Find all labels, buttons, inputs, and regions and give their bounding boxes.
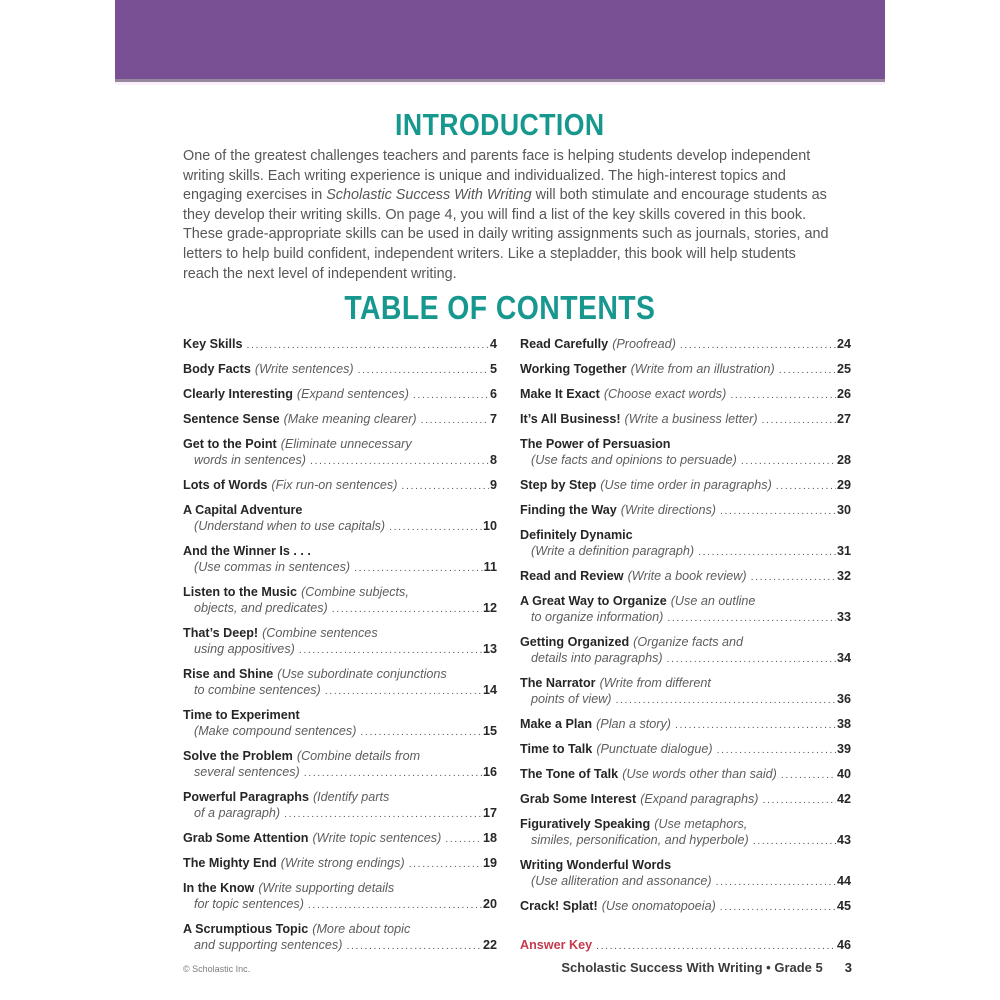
toc-entry-line2 <box>183 600 497 617</box>
toc-entry-line2 <box>520 543 851 560</box>
toc-entry <box>520 527 851 560</box>
toc-entry <box>183 386 497 403</box>
leader-dots <box>730 387 836 403</box>
toc-entry-subtitle-continued: using appositives) <box>194 642 295 656</box>
toc-entry-subtitle: (Use onomatopoeia) <box>601 899 716 913</box>
toc-entry-subtitle-continued: (Use alliteration and assonance) <box>531 874 712 888</box>
toc-entry-line1 <box>183 830 497 847</box>
toc-entry-subtitle-continued: of a paragraph) <box>194 806 281 820</box>
toc-entry <box>183 789 497 822</box>
toc-entry <box>520 568 851 585</box>
toc-page-number: 46 <box>836 938 851 952</box>
toc-entry <box>183 477 497 494</box>
toc-entry-line2 <box>183 518 497 535</box>
leader-dots <box>304 765 482 781</box>
toc-entry <box>183 502 497 535</box>
leader-dots <box>616 692 836 708</box>
toc-entry-line1 <box>520 675 851 691</box>
toc-entry-title: That’s Deep! <box>183 626 259 640</box>
toc-entry-title: And the Winner Is . . . <box>183 544 311 558</box>
leader-dots <box>667 610 836 626</box>
toc-entry-line1 <box>520 386 851 403</box>
toc-entry-line1 <box>520 568 851 585</box>
leader-dots <box>751 569 836 585</box>
toc-entry <box>520 816 851 849</box>
toc-entry-title: A Great Way to Organize <box>520 594 667 608</box>
leader-dots <box>675 717 836 733</box>
leader-dots <box>698 544 836 560</box>
toc-entry-subtitle: (Expand paragraphs) <box>640 792 759 806</box>
toc-page-number: 28 <box>836 453 851 467</box>
intro-text-after: will both stimulate and encourage students as they develop their writing skills. On page 4, you will find a list of the key skills covered in this book. These grade-appropriate skills can be used in daily writing assignments such as journals, stories, and letters to help build confident, independent writers. Like a stepladder, this book will help students reach the next level of independent writing. <box>183 187 829 282</box>
toc-page-number: 31 <box>836 544 851 558</box>
toc-entry-title: Listen to the Music <box>183 585 298 599</box>
toc-entry-line2 <box>520 452 851 469</box>
leader-dots <box>247 337 489 353</box>
toc-entry-line2 <box>183 896 497 913</box>
toc-entry-line1 <box>183 748 497 764</box>
toc-entry-title: Time to Talk <box>520 742 593 756</box>
toc-entry-line1 <box>520 336 851 353</box>
toc-entry <box>520 336 851 353</box>
toc-entry-line1 <box>183 789 497 805</box>
toc-page-number: 13 <box>482 642 497 656</box>
toc-entry <box>520 716 851 733</box>
footer-right-group <box>561 960 852 975</box>
introduction-heading-text: INTRODUCTION <box>395 107 605 142</box>
leader-dots <box>720 503 836 519</box>
toc-entry-title: Make It Exact <box>520 387 600 401</box>
toc-entry-title: Solve the Problem <box>183 749 293 763</box>
toc-entry <box>183 830 497 847</box>
toc-page-number: 24 <box>836 337 851 351</box>
toc-entry-title: It’s All Business! <box>520 412 621 426</box>
toc-entry-subtitle: (More about topic <box>312 922 411 936</box>
toc-entry <box>520 411 851 428</box>
toc-page-number: 26 <box>836 387 851 401</box>
toc-entry-subtitle: (Plan a story) <box>596 717 671 731</box>
toc-entry-line2 <box>183 682 497 699</box>
toc-entry-title: Read and Review <box>520 569 624 583</box>
leader-dots <box>332 601 482 617</box>
toc-entry-subtitle-continued: details into paragraphs) <box>531 651 663 665</box>
toc-page-number: 18 <box>482 831 497 845</box>
leader-dots <box>284 806 482 822</box>
toc-entry-subtitle-continued: to organize information) <box>531 610 664 624</box>
toc-entry-title: Grab Some Interest <box>520 792 637 806</box>
toc-entry-line2 <box>520 691 851 708</box>
toc-entry <box>183 880 497 913</box>
leader-dots <box>762 412 836 428</box>
toc-entry-line1 <box>183 436 497 452</box>
toc-entry-title: Clearly Interesting <box>183 387 293 401</box>
leader-dots <box>596 938 836 954</box>
toc-entry-subtitle: (Proofread) <box>612 337 676 351</box>
leader-dots <box>667 651 836 667</box>
toc-entry <box>183 748 497 781</box>
toc-entry-subtitle: (Write topic sentences) <box>312 831 442 845</box>
toc-entry <box>183 707 497 740</box>
leader-dots <box>360 724 482 740</box>
toc-entry <box>183 361 497 378</box>
toc-page-number: 32 <box>836 569 851 583</box>
intro-text-before: One of the greatest challenges teachers and parents face is helping students develop independent writing skills. Each writing experience is unique and individualized. The high-interest topics and engaging exercises in <box>183 148 811 204</box>
toc-page-number: 16 <box>482 765 497 779</box>
toc-entry-line1 <box>183 411 497 428</box>
toc-page-number: 8 <box>489 453 497 467</box>
toc-entry <box>520 477 851 494</box>
toc-entry-title: Crack! Splat! <box>520 899 598 913</box>
toc-entry-title: The Power of Persuasion <box>520 437 671 451</box>
toc-entry-title: Writing Wonderful Words <box>520 858 672 872</box>
toc-entry-line1 <box>520 361 851 378</box>
leader-dots <box>753 833 836 849</box>
toc-page-number: 42 <box>836 792 851 806</box>
toc-entry-title: Definitely Dynamic <box>520 528 633 542</box>
toc-entry-title: In the Know <box>183 881 255 895</box>
toc-entry-subtitle-continued: for topic sentences) <box>194 897 304 911</box>
toc-entry-line1 <box>183 543 497 559</box>
toc-entry-title: Get to the Point <box>183 437 277 451</box>
toc-entry-subtitle-continued: (Understand when to use capitals) <box>194 519 386 533</box>
toc-page-number: 5 <box>489 362 497 376</box>
toc-entry-line1 <box>520 741 851 758</box>
toc-entry-line1 <box>183 707 497 723</box>
toc-entry-title: Figuratively Speaking <box>520 817 651 831</box>
toc-entry-line1 <box>183 625 497 641</box>
toc-entry-title: Sentence Sense <box>183 412 280 426</box>
toc-entry-title: Getting Organized <box>520 635 630 649</box>
toc-entry-subtitle: (Write from different <box>599 676 711 690</box>
toc-entry <box>183 921 497 954</box>
toc-entry-subtitle-continued: to combine sentences) <box>194 683 321 697</box>
toc-page-number: 22 <box>482 938 497 952</box>
toc-entry <box>520 593 851 626</box>
leader-dots <box>308 897 482 913</box>
toc-entry <box>183 411 497 428</box>
toc-entry-line2 <box>183 805 497 822</box>
toc-entry-subtitle: (Use time order in paragraphs) <box>600 478 772 492</box>
leader-dots <box>346 938 482 954</box>
toc-entry-title: Body Facts <box>183 362 251 376</box>
toc-page-number: 14 <box>482 683 497 697</box>
toc-page-number: 33 <box>836 610 851 624</box>
toc-entry <box>520 766 851 783</box>
leader-dots <box>781 767 836 783</box>
toc-entry <box>183 336 497 353</box>
toc-entry-line1 <box>520 593 851 609</box>
toc-page-number: 36 <box>836 692 851 706</box>
toc-entry-title: The Narrator <box>520 676 596 690</box>
toc-page-number: 29 <box>836 478 851 492</box>
footer-book-title: Scholastic Success With Writing • Grade 5 <box>561 960 823 975</box>
toc-entry-subtitle: (Eliminate unnecessary <box>280 437 412 451</box>
toc-entry-line1 <box>520 791 851 808</box>
leader-dots <box>354 560 483 576</box>
leader-dots <box>401 478 489 494</box>
toc-entry-line2 <box>183 723 497 740</box>
leader-dots <box>763 792 836 808</box>
toc-entry-line1 <box>520 857 851 873</box>
toc-entry-subtitle-continued: and supporting sentences) <box>194 938 343 952</box>
leader-dots <box>409 856 482 872</box>
toc-entry-subtitle-continued: (Use commas in sentences) <box>194 560 351 574</box>
toc-entry-subtitle: (Use metaphors, <box>654 817 748 831</box>
toc-entry-subtitle-continued: (Use facts and opinions to persuade) <box>531 453 737 467</box>
toc-entry-subtitle: (Combine sentences <box>262 626 378 640</box>
toc-entry-subtitle: (Expand sentences) <box>296 387 409 401</box>
toc-entry <box>520 502 851 519</box>
toc-entry-subtitle: (Write a book review) <box>627 569 747 583</box>
toc-entry-line2 <box>183 452 497 469</box>
toc-page-number: 38 <box>836 717 851 731</box>
toc-entry-title: The Mighty End <box>183 856 277 870</box>
toc-entry-subtitle: (Write strong endings) <box>280 856 405 870</box>
leader-dots <box>299 642 482 658</box>
toc-entry-title: A Capital Adventure <box>183 503 303 517</box>
toc-entry-subtitle-continued: words in sentences) <box>194 453 306 467</box>
toc-entry-title: The Tone of Talk <box>520 767 619 781</box>
toc-entry-subtitle-continued: (Write a definition paragraph) <box>531 544 695 558</box>
purple-band-glow <box>115 82 885 85</box>
toc-entry-subtitle: (Organize facts and <box>633 635 744 649</box>
toc-page-number: 34 <box>836 651 851 665</box>
toc-entry-subtitle: (Combine subjects, <box>301 585 409 599</box>
toc-entry-title: Step by Step <box>520 478 597 492</box>
introduction-paragraph <box>183 147 835 284</box>
toc-entry-line1 <box>520 816 851 832</box>
toc-entry <box>183 625 497 658</box>
toc-entry-line1 <box>183 386 497 403</box>
leader-dots <box>445 831 482 847</box>
leader-dots <box>717 742 836 758</box>
toc-entry-line1 <box>520 477 851 494</box>
footer-page-number: 3 <box>844 960 852 975</box>
leader-dots <box>779 362 836 378</box>
toc-entry-title: Lots of Words <box>183 478 268 492</box>
toc-page-number: 19 <box>482 856 497 870</box>
toc-column-left <box>183 336 497 962</box>
leader-dots <box>325 683 482 699</box>
toc-page-number: 15 <box>482 724 497 738</box>
toc-page-number: 39 <box>836 742 851 756</box>
toc-entry-title: Grab Some Attention <box>183 831 309 845</box>
table-of-contents <box>183 336 851 962</box>
toc-entry-line1 <box>183 880 497 896</box>
toc-entry-line1 <box>520 898 851 915</box>
toc-page-number: 44 <box>836 874 851 888</box>
toc-column-right <box>520 336 851 962</box>
leader-dots <box>413 387 489 403</box>
toc-entry-subtitle: (Use words other than said) <box>622 767 777 781</box>
toc-page-number: 6 <box>489 387 497 401</box>
toc-entry <box>520 741 851 758</box>
toc-entry-subtitle: (Write sentences) <box>254 362 354 376</box>
toc-page-number: 30 <box>836 503 851 517</box>
leader-dots <box>421 412 489 428</box>
toc-entry <box>520 791 851 808</box>
toc-entry <box>183 584 497 617</box>
toc-entry-line1 <box>520 766 851 783</box>
leader-dots <box>310 453 489 469</box>
toc-entry <box>520 361 851 378</box>
toc-entry <box>520 386 851 403</box>
intro-text-book-title: Scholastic Success With Writing <box>326 187 532 204</box>
toc-entry <box>520 857 851 890</box>
toc-entry <box>520 898 851 915</box>
toc-entry-subtitle: (Write supporting details <box>258 881 395 895</box>
toc-entry-subtitle: (Identify parts <box>312 790 390 804</box>
toc-page-number: 17 <box>482 806 497 820</box>
toc-entry-subtitle-continued: points of view) <box>531 692 612 706</box>
toc-page-number: 7 <box>489 412 497 426</box>
toc-entry <box>183 543 497 576</box>
toc-entry-line1 <box>183 921 497 937</box>
toc-entry-subtitle: (Punctuate dialogue) <box>596 742 713 756</box>
toc-entry-title: Finding the Way <box>520 503 617 517</box>
toc-entry-subtitle: (Use subordinate conjunctions <box>277 667 447 681</box>
toc-entry <box>183 855 497 872</box>
toc-entry-title: Make a Plan <box>520 717 593 731</box>
toc-entry <box>183 666 497 699</box>
toc-entry-line2 <box>183 764 497 781</box>
toc-entry-subtitle: (Write directions) <box>620 503 716 517</box>
toc-entry-line2 <box>520 609 851 626</box>
toc-entry <box>520 937 851 954</box>
toc-entry-line1 <box>520 634 851 650</box>
toc-entry-subtitle-continued: (Make compound sentences) <box>194 724 357 738</box>
toc-entry-line2 <box>183 937 497 954</box>
leader-dots <box>358 362 489 378</box>
toc-entry <box>183 436 497 469</box>
leader-dots <box>776 478 836 494</box>
toc-entry-line1 <box>183 666 497 682</box>
toc-entry-line1 <box>520 436 851 452</box>
toc-entry-subtitle: (Fix run-on sentences) <box>271 478 398 492</box>
toc-page-number: 12 <box>482 601 497 615</box>
toc-entry-title: Read Carefully <box>520 337 609 351</box>
toc-entry-line1 <box>520 411 851 428</box>
footer-copyright: © Scholastic Inc. <box>183 964 251 974</box>
toc-heading-text: TABLE OF CONTENTS <box>344 289 656 326</box>
toc-page-number: 11 <box>483 560 497 574</box>
toc-entry-line1 <box>183 477 497 494</box>
toc-entry-title: Answer Key <box>520 938 593 952</box>
introduction-heading <box>0 109 1000 140</box>
toc-page-number: 4 <box>489 337 497 351</box>
toc-entry-subtitle-continued: similes, personification, and hyperbole) <box>531 833 749 847</box>
toc-page-number: 25 <box>836 362 851 376</box>
toc-entry-title: Rise and Shine <box>183 667 274 681</box>
toc-entry-line1 <box>183 336 497 353</box>
toc-entry-subtitle: (Make meaning clearer) <box>283 412 417 426</box>
toc-heading <box>0 289 1000 326</box>
toc-entry-subtitle: (Use an outline <box>670 594 756 608</box>
toc-entry-line2 <box>520 873 851 890</box>
toc-entry <box>520 675 851 708</box>
purple-header-band <box>115 0 885 82</box>
toc-entry-subtitle-continued: objects, and predicates) <box>194 601 328 615</box>
leader-dots <box>389 519 482 535</box>
toc-page-number: 20 <box>482 897 497 911</box>
toc-entry-line2 <box>183 559 497 576</box>
toc-entry-subtitle: (Write a business letter) <box>624 412 758 426</box>
toc-entry-line1 <box>520 716 851 733</box>
toc-entry-title: Key Skills <box>183 337 243 351</box>
page-footer <box>183 960 852 975</box>
toc-entry-line1 <box>520 937 851 954</box>
toc-page-number: 27 <box>836 412 851 426</box>
toc-entry-line2 <box>520 650 851 667</box>
toc-entry-line2 <box>520 832 851 849</box>
toc-entry-subtitle: (Choose exact words) <box>603 387 727 401</box>
toc-entry-title: Working Together <box>520 362 627 376</box>
toc-entry-line2 <box>183 641 497 658</box>
leader-dots <box>720 899 836 915</box>
toc-entry-line1 <box>520 502 851 519</box>
toc-page-number: 43 <box>836 833 851 847</box>
toc-entry-title: A Scrumptious Topic <box>183 922 309 936</box>
toc-page-number: 9 <box>489 478 497 492</box>
toc-entry <box>520 634 851 667</box>
toc-entry-line1 <box>183 502 497 518</box>
toc-page-number: 40 <box>836 767 851 781</box>
toc-entry-title: Time to Experiment <box>183 708 300 722</box>
toc-entry-subtitle: (Write from an illustration) <box>630 362 775 376</box>
toc-entry-line1 <box>520 527 851 543</box>
leader-dots <box>716 874 836 890</box>
toc-page-number: 45 <box>836 899 851 913</box>
toc-page-number: 10 <box>482 519 497 533</box>
toc-entry-line1 <box>183 584 497 600</box>
toc-entry <box>520 436 851 469</box>
toc-entry-subtitle-continued: several sentences) <box>194 765 300 779</box>
toc-entry-title: Powerful Paragraphs <box>183 790 309 804</box>
toc-entry-line1 <box>183 855 497 872</box>
toc-entry-line1 <box>183 361 497 378</box>
leader-dots <box>680 337 836 353</box>
leader-dots <box>741 453 836 469</box>
toc-entry-subtitle: (Combine details from <box>296 749 421 763</box>
